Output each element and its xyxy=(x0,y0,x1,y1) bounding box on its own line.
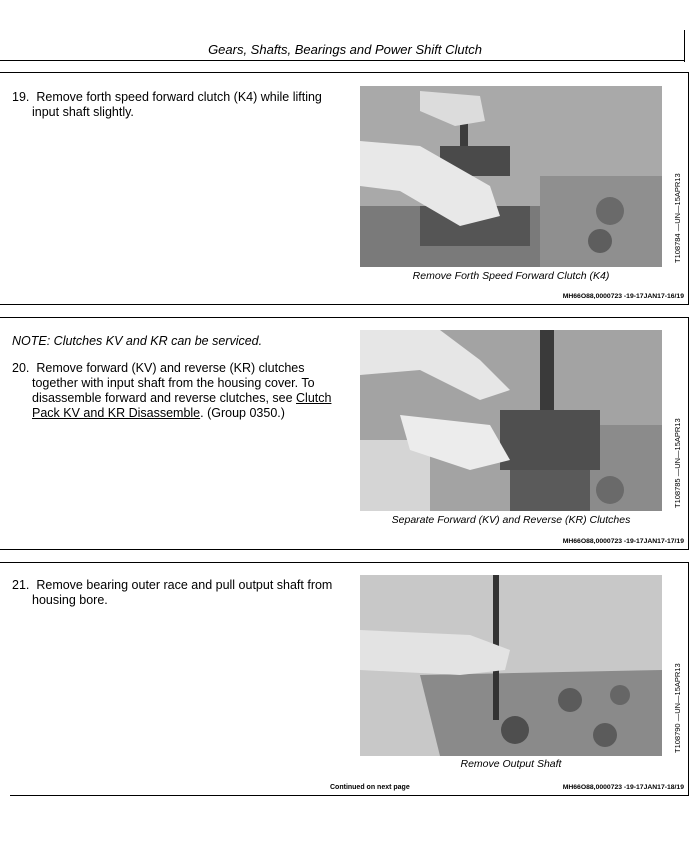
photo-caption: Remove Forth Speed Forward Clutch (K4) xyxy=(412,270,610,282)
continued-notice: Continued on next page xyxy=(330,784,410,791)
step-instruction: Remove forward (KV) and reverse (KR) clutches together with input shaft from the housing cover. To disassemble forward and reverse clutches, see xyxy=(32,361,315,405)
page-header-title: Gears, Shafts, Bearings and Power Shift Clutch xyxy=(208,42,482,57)
step-instruction-suffix: . (Group 0350.) xyxy=(200,406,285,420)
step-instruction: Remove bearing outer race and pull output shaft from housing bore. xyxy=(32,578,333,607)
step-number: 19. xyxy=(12,90,30,104)
reference-code: MH66O88,0000723 -19-17JAN17-17/19 xyxy=(562,538,684,545)
image-id: T108785 —UN—15APR13 xyxy=(673,418,682,508)
header-rule xyxy=(0,60,684,61)
clutch-pack-disassemble-link[interactable]: Clutch Pack KV and KR Disassemble xyxy=(32,391,332,420)
step-20-text xyxy=(12,361,342,421)
bottom-rule xyxy=(10,795,689,796)
step-number: 20. xyxy=(12,361,30,375)
header-vertical-rule xyxy=(684,30,685,62)
photo-remove-k4-clutch xyxy=(360,86,662,267)
reference-code: MH66O88,0000723 -19-17JAN17-18/19 xyxy=(562,784,684,791)
reference-code: MH66O88,0000723 -19-17JAN17-16/19 xyxy=(562,293,684,300)
photo-caption: Separate Forward (KV) and Reverse (KR) Clutches xyxy=(391,514,631,526)
photo-remove-output-shaft xyxy=(360,575,662,756)
step-instruction: Remove forth speed forward clutch (K4) while lifting input shaft slightly. xyxy=(32,90,322,119)
step-19-text xyxy=(12,90,342,120)
image-id: T108790 —UN—15APR13 xyxy=(673,663,682,753)
photo-separate-kv-kr-clutches xyxy=(360,330,662,511)
image-id: T108784 —UN—15APR13 xyxy=(673,173,682,263)
note-text: NOTE: Clutches KV and KR can be serviced. xyxy=(12,334,263,348)
step-number: 21. xyxy=(12,578,30,592)
photo-caption: Remove Output Shaft xyxy=(460,758,562,770)
step-21-text xyxy=(12,578,342,608)
